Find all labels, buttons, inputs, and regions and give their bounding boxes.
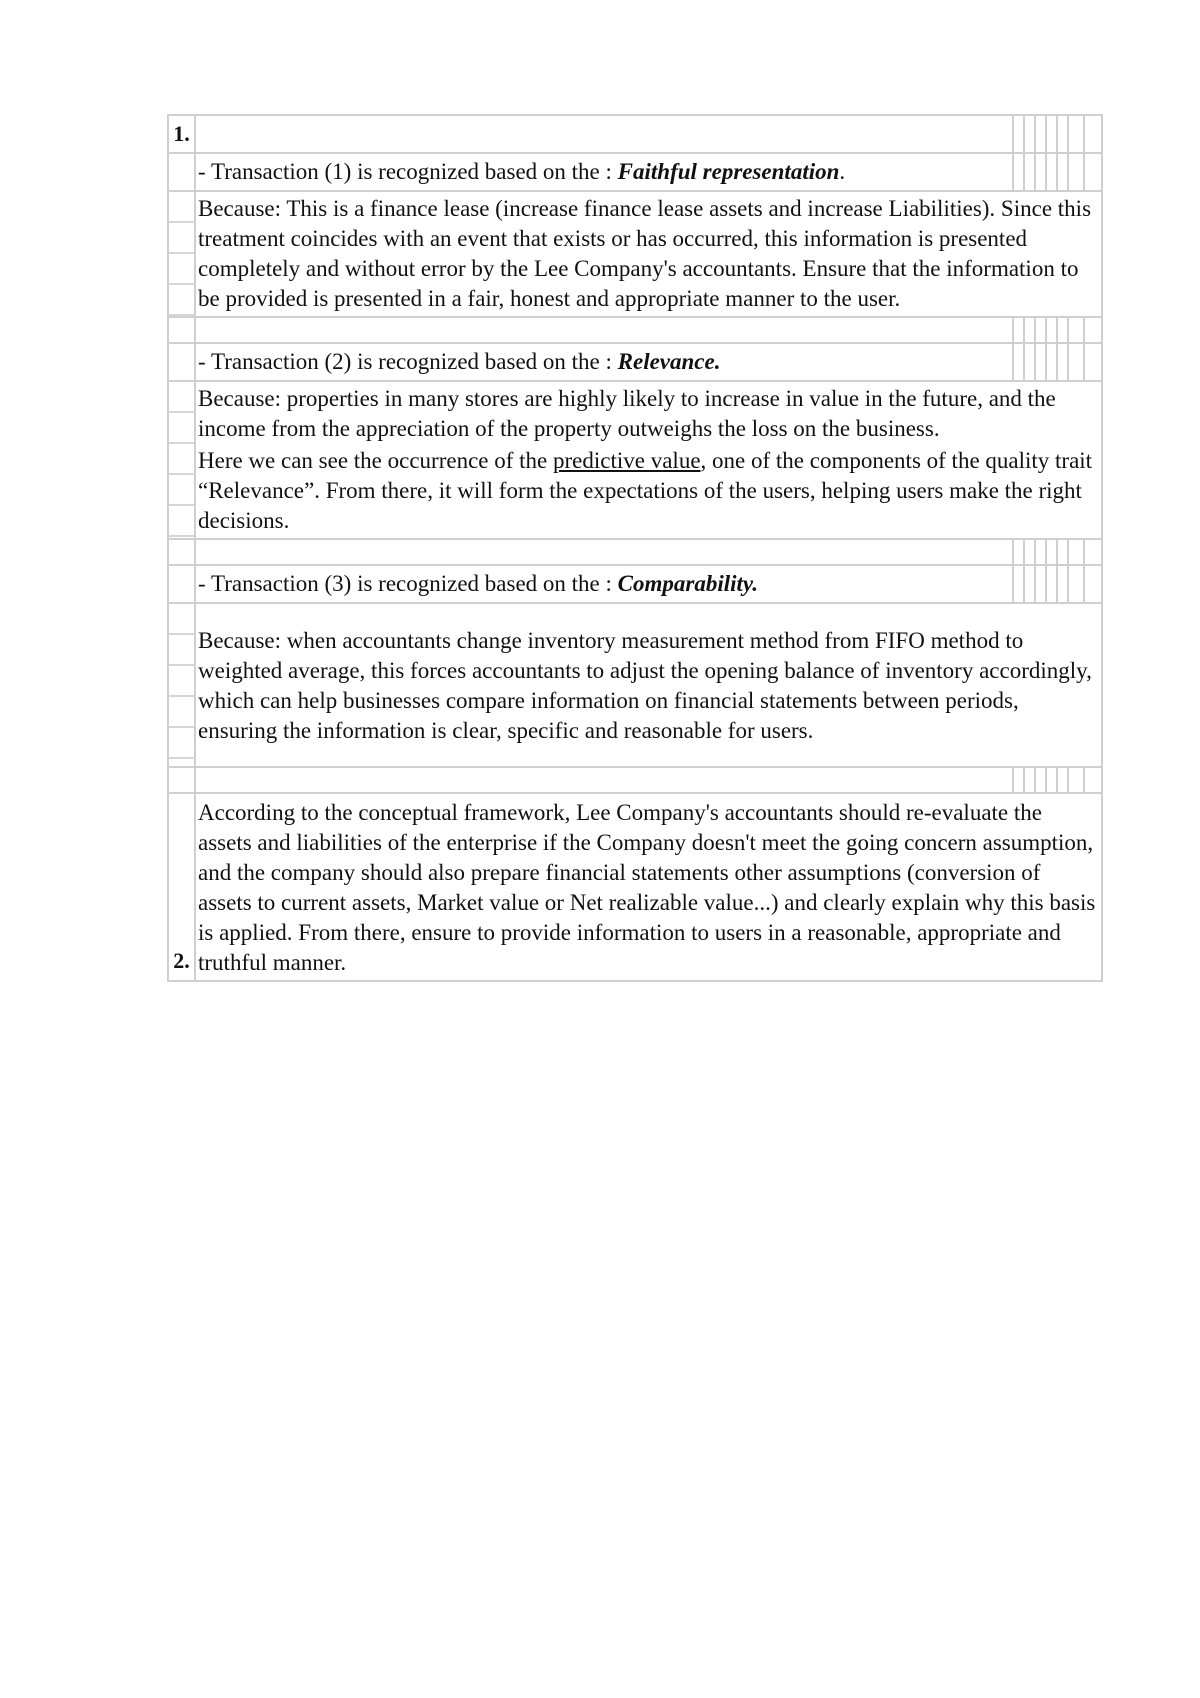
row-number-cell	[168, 539, 195, 565]
transaction-2-explanation	[195, 381, 1102, 539]
stub-cell	[1046, 539, 1057, 565]
stub-cell	[1024, 539, 1035, 565]
spacer-row	[168, 317, 1102, 343]
transaction-2-prefix: - Transaction (2) is recognized based on the :	[198, 349, 618, 374]
transaction-3-prefix: - Transaction (3) is recognized based on the :	[198, 571, 618, 596]
stub-cell	[1013, 317, 1024, 343]
stub-cell	[1084, 317, 1102, 343]
section-1-header-row	[168, 115, 1102, 153]
worksheet-table	[167, 114, 1103, 982]
spacer-row	[168, 767, 1102, 793]
stub-cell	[1057, 317, 1068, 343]
stub-cell	[1046, 317, 1057, 343]
section-1-header-cell	[195, 115, 1013, 153]
transaction-2-explanation-1: Because: properties in many stores are highly likely to increase in value in the future, and the income from the appreciation of the property outweighs the loss on the business.	[198, 386, 1056, 441]
row-number-cell	[168, 603, 195, 767]
section-2-text: According to the conceptual framework, Lee Company's accountants should re-evaluate the assets and liabilities of the enterprise if the Company doesn't meet the going concern assumption, and the company should also prepare financial statements other assumptions (conversion of assets to current assets, Market value or Net realizable value...) and clearly explain why this basis is applied. From there, ensure to provide information to users in a reasonable, appropriate and truthful manner.	[198, 800, 1096, 975]
stub-cell	[1068, 539, 1084, 565]
transaction-3-explanation-row	[168, 603, 1102, 767]
row-number-cell	[168, 343, 195, 381]
stub-cell	[1068, 565, 1084, 603]
stub-cell	[1024, 153, 1035, 191]
stub-cell	[1024, 767, 1035, 793]
stub-cell	[1046, 115, 1057, 153]
stub-cell	[1035, 539, 1046, 565]
transaction-1-explanation	[195, 191, 1102, 317]
transaction-2-heading	[195, 343, 1013, 381]
transaction-2-explanation-row	[168, 381, 1102, 539]
stub-cell	[1046, 153, 1057, 191]
transaction-2-row	[168, 343, 1102, 381]
section-2-row	[168, 793, 1102, 981]
stub-cell	[1068, 317, 1084, 343]
transaction-1-explanation-row	[168, 191, 1102, 317]
stub-cell	[1068, 153, 1084, 191]
stub-cell	[1035, 343, 1046, 381]
stub-cell	[1046, 343, 1057, 381]
stub-cell	[1035, 565, 1046, 603]
transaction-1-heading	[195, 153, 1013, 191]
stub-cell	[1046, 767, 1057, 793]
transaction-1-quality: Faithful representation	[617, 159, 840, 184]
transaction-3-explanation-text: Because: when accountants change inventory measurement method from FIFO method to weighted average, this forces accountants to adjust the opening balance of inventory accordingly, which can help businesses compare information on financial statements between periods, ensuring the information is clear, specific and reasonable for users.	[198, 628, 1092, 743]
predictive-value-term: predictive value	[553, 448, 701, 473]
stub-cell	[1057, 343, 1068, 381]
transaction-2-explanation-2-pre: Here we can see the occurrence of the	[198, 448, 554, 473]
blank-cell	[195, 317, 1013, 343]
transaction-1-suffix: .	[839, 159, 846, 184]
stub-cell	[1057, 115, 1068, 153]
stub-cell	[1046, 565, 1057, 603]
stub-cell	[1084, 539, 1102, 565]
stub-cell	[1057, 767, 1068, 793]
stub-cell	[1035, 153, 1046, 191]
stub-cell	[1013, 539, 1024, 565]
stub-cell	[1013, 343, 1024, 381]
stub-cell	[1084, 565, 1102, 603]
stub-cell	[1084, 767, 1102, 793]
stub-cell	[1068, 115, 1084, 153]
transaction-1-explanation-text: Because: This is a finance lease (increase finance lease assets and increase Liabilities). Since this treatment coincides with an event that exists or has occurred, this information is presented completely and without error by the Lee Company's accountants. Ensure that the information to be provided is presented in a fair, honest and appropriate manner to the user.	[198, 196, 1092, 311]
stub-cell	[1024, 565, 1035, 603]
stub-cell	[1024, 115, 1035, 153]
row-number-cell	[168, 317, 195, 343]
row-number-cell	[168, 767, 195, 793]
stub-cell	[1057, 565, 1068, 603]
blank-cell	[195, 767, 1013, 793]
row-number-cell	[168, 565, 195, 603]
transaction-2-explanation-2	[198, 446, 1099, 538]
row-number-cell	[168, 153, 195, 191]
spacer-row	[168, 539, 1102, 565]
section-1-number: 1.	[168, 115, 195, 153]
stub-cell	[1084, 115, 1102, 153]
stub-cell	[1057, 153, 1068, 191]
transaction-3-quality: Comparability.	[617, 571, 759, 596]
section-2-number: 2.	[168, 793, 195, 981]
stub-cell	[1035, 767, 1046, 793]
stub-cell	[1035, 115, 1046, 153]
section-2-text-cell	[195, 793, 1102, 981]
stub-cell	[1057, 539, 1068, 565]
transaction-3-row	[168, 565, 1102, 603]
stub-cell	[1024, 317, 1035, 343]
transaction-3-explanation	[195, 603, 1102, 767]
blank-cell	[195, 539, 1013, 565]
stub-cell	[1084, 343, 1102, 381]
transaction-1-prefix: - Transaction (1) is recognized based on the :	[198, 159, 618, 184]
stub-cell	[1013, 767, 1024, 793]
transaction-1-row	[168, 153, 1102, 191]
stub-cell	[1013, 565, 1024, 603]
row-number-cell	[168, 191, 195, 317]
stub-cell	[1084, 153, 1102, 191]
stub-cell	[1024, 343, 1035, 381]
stub-cell	[1013, 153, 1024, 191]
transaction-2-explanation-2-post: , one of the components of the quality trait “Relevance”. From there, it will form the expectations of the users, helping users make the right decisions.	[198, 448, 1093, 533]
stub-cell	[1035, 317, 1046, 343]
stub-cell	[1068, 343, 1084, 381]
row-number-cell	[168, 381, 195, 539]
transaction-3-heading	[195, 565, 1013, 603]
stub-cell	[1013, 115, 1024, 153]
stub-cell	[1068, 767, 1084, 793]
transaction-2-quality: Relevance.	[617, 349, 721, 374]
